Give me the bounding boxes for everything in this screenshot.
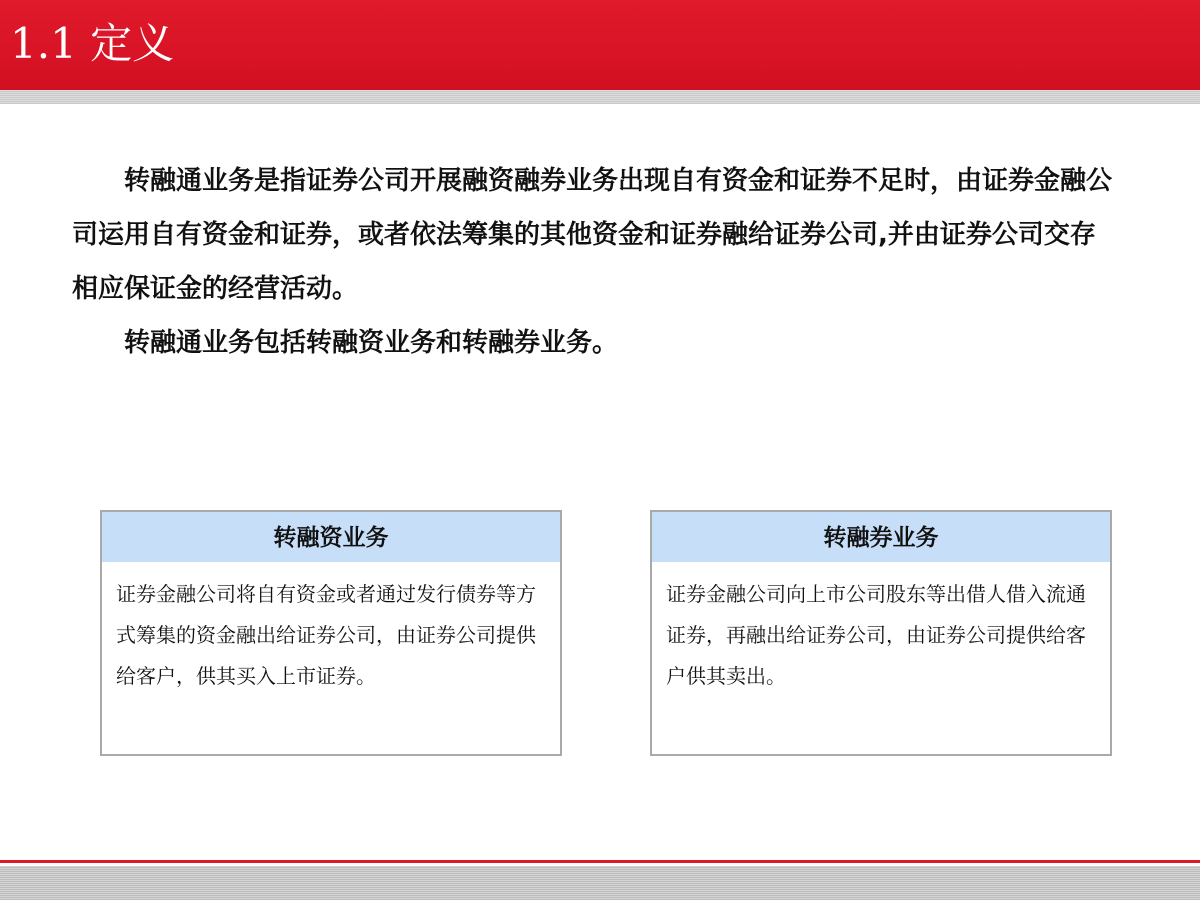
securities-lending-heading: 转融券业务 [652, 512, 1110, 562]
financing-business-description: 证券金融公司将自有资金或者通过发行债券等方式筹集的资金融出给证券公司，由证券公司提供给客户，供其买入上市证券。 [116, 582, 536, 688]
financing-business-heading: 转融资业务 [102, 512, 560, 562]
title-shadow-band [0, 90, 1200, 104]
securities-lending-description: 证券金融公司向上市公司股东等出借人借入流通证券，再融出给证券公司，由证券公司提供给客户供其卖出。 [666, 582, 1086, 688]
slide-title: 1.1 定义 [10, 19, 175, 68]
title-bar [0, 0, 1200, 90]
financing-business-box [100, 510, 562, 756]
business-types-paragraph: 转融通业务包括转融资业务和转融券业务。 [124, 328, 619, 358]
definition-paragraph: 转融通业务是指证券公司开展融资融券业务出现自有资金和证券不足时，由证券金融公司运用自有资金和证券，或者依法筹集的其他资金和证券融给证券公司,并由证券公司交存相应保证金的经营活动。 [72, 166, 1113, 304]
footer-red-line [0, 860, 1200, 863]
securities-lending-box [650, 510, 1112, 756]
definition-text [72, 154, 1112, 370]
footer-band [0, 866, 1200, 900]
